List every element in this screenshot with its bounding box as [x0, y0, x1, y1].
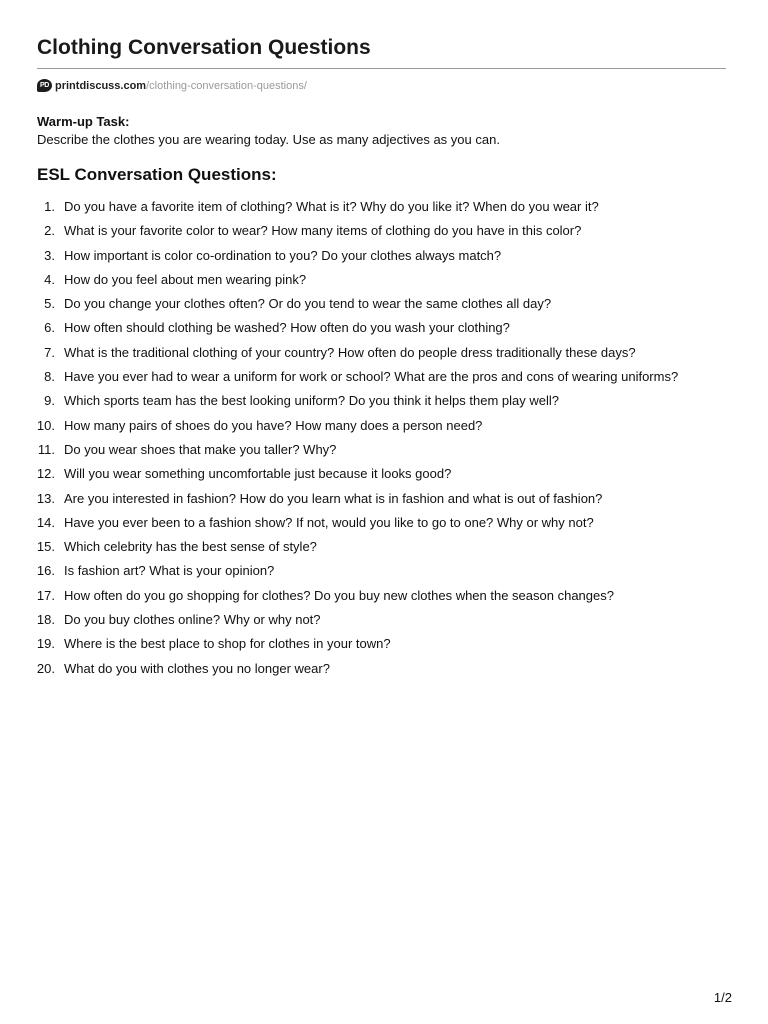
- question-item: [37, 538, 727, 555]
- question-item: [37, 368, 727, 385]
- question-text: Are you interested in fashion? How do you learn what is in fashion and what is out of fashion?: [64, 490, 603, 506]
- question-number: 11.: [37, 441, 55, 457]
- question-number: 1.: [44, 199, 55, 214]
- printdiscuss-logo-icon: [37, 79, 52, 94]
- question-item: [37, 344, 727, 361]
- question-number: 10.: [36, 417, 55, 433]
- question-text: Do you have a favorite item of clothing? What is it? Why do you like it? When do you wear it?: [64, 199, 599, 214]
- question-item: [37, 198, 727, 215]
- question-text: How important is color co-ordination to you? Do your clothes always match?: [64, 247, 502, 263]
- question-item: [37, 635, 727, 652]
- question-item: [37, 222, 727, 239]
- title-divider: [37, 68, 726, 69]
- question-text: How often do you go shopping for clothes? Do you buy new clothes when the season changes?: [64, 587, 614, 603]
- question-text: Do you buy clothes online? Why or why not?: [64, 612, 321, 628]
- warmup-label: Warm-up Task:: [37, 114, 130, 129]
- question-item: [37, 441, 727, 458]
- question-text: What do you with clothes you no longer wear?: [64, 660, 330, 676]
- question-text: Where is the best place to shop for clothes in your town?: [64, 636, 391, 652]
- section-heading: ESL Conversation Questions:: [37, 165, 277, 184]
- question-number: 2.: [44, 223, 55, 239]
- question-text: What is the traditional clothing of your country? How often do people dress traditionally these days?: [64, 344, 636, 360]
- question-number: 18.: [36, 612, 55, 628]
- question-number: 15.: [36, 539, 55, 555]
- question-number: 8.: [44, 369, 55, 385]
- warmup-text: Describe the clothes you are wearing today. Use as many adjectives as you can.: [37, 132, 500, 147]
- question-number: 12.: [36, 466, 55, 482]
- question-number: 16.: [36, 563, 55, 579]
- question-item: [37, 392, 727, 409]
- question-number: 17.: [36, 587, 55, 603]
- question-item: [37, 514, 727, 531]
- question-text: Which sports team has the best looking uniform? Do you think it helps them play well?: [64, 393, 559, 409]
- question-item: [37, 562, 727, 579]
- question-item: [37, 611, 727, 628]
- question-item: [37, 587, 727, 604]
- question-number: 6.: [44, 320, 55, 336]
- question-text: Which celebrity has the best sense of style?: [64, 539, 317, 555]
- question-text: Will you wear something uncomfortable just because it looks good?: [64, 466, 452, 482]
- question-item: [37, 295, 727, 312]
- question-item: [37, 271, 727, 288]
- question-text: Is fashion art? What is your opinion?: [64, 563, 275, 579]
- question-item: [37, 417, 727, 434]
- source-domain[interactable]: printdiscuss.com: [55, 80, 147, 92]
- question-text: How many pairs of shoes do you have? How many does a person need?: [64, 417, 483, 433]
- question-text: What is your favorite color to wear? How many items of clothing do you have in this color?: [64, 223, 582, 239]
- question-item: [37, 319, 727, 336]
- question-text: Have you ever been to a fashion show? If not, would you like to go to one? Why or why not?: [64, 514, 594, 530]
- question-item: [37, 660, 727, 677]
- source-path[interactable]: /clothing-conversation-questions/: [146, 80, 307, 92]
- question-number: 4.: [44, 271, 55, 287]
- question-text: How often should clothing be washed? How often do you wash your clothing?: [64, 320, 510, 336]
- question-number: 13.: [36, 490, 55, 506]
- question-number: 14.: [36, 514, 55, 530]
- page-number: 1/2: [713, 990, 732, 1005]
- question-number: 20.: [36, 660, 55, 676]
- question-text: Have you ever had to wear a uniform for work or school? What are the pros and cons of wearing uniforms?: [64, 369, 679, 385]
- question-number: 3.: [44, 247, 55, 263]
- question-number: 7.: [44, 344, 55, 360]
- source-link[interactable]: [37, 75, 307, 97]
- question-number: 19.: [36, 636, 55, 652]
- question-text: How do you feel about men wearing pink?: [64, 271, 307, 287]
- question-number: 9.: [44, 393, 55, 409]
- page-title: Clothing Conversation Questions: [37, 36, 371, 59]
- question-text: Do you wear shoes that make you taller? Why?: [64, 441, 337, 457]
- question-number: 5.: [44, 296, 55, 312]
- logo-text: PD: [39, 81, 50, 89]
- question-item: [37, 247, 727, 264]
- question-text: Do you change your clothes often? Or do you tend to wear the same clothes all day?: [64, 296, 552, 312]
- question-list: [37, 198, 727, 684]
- question-item: [37, 490, 727, 507]
- question-item: [37, 465, 727, 482]
